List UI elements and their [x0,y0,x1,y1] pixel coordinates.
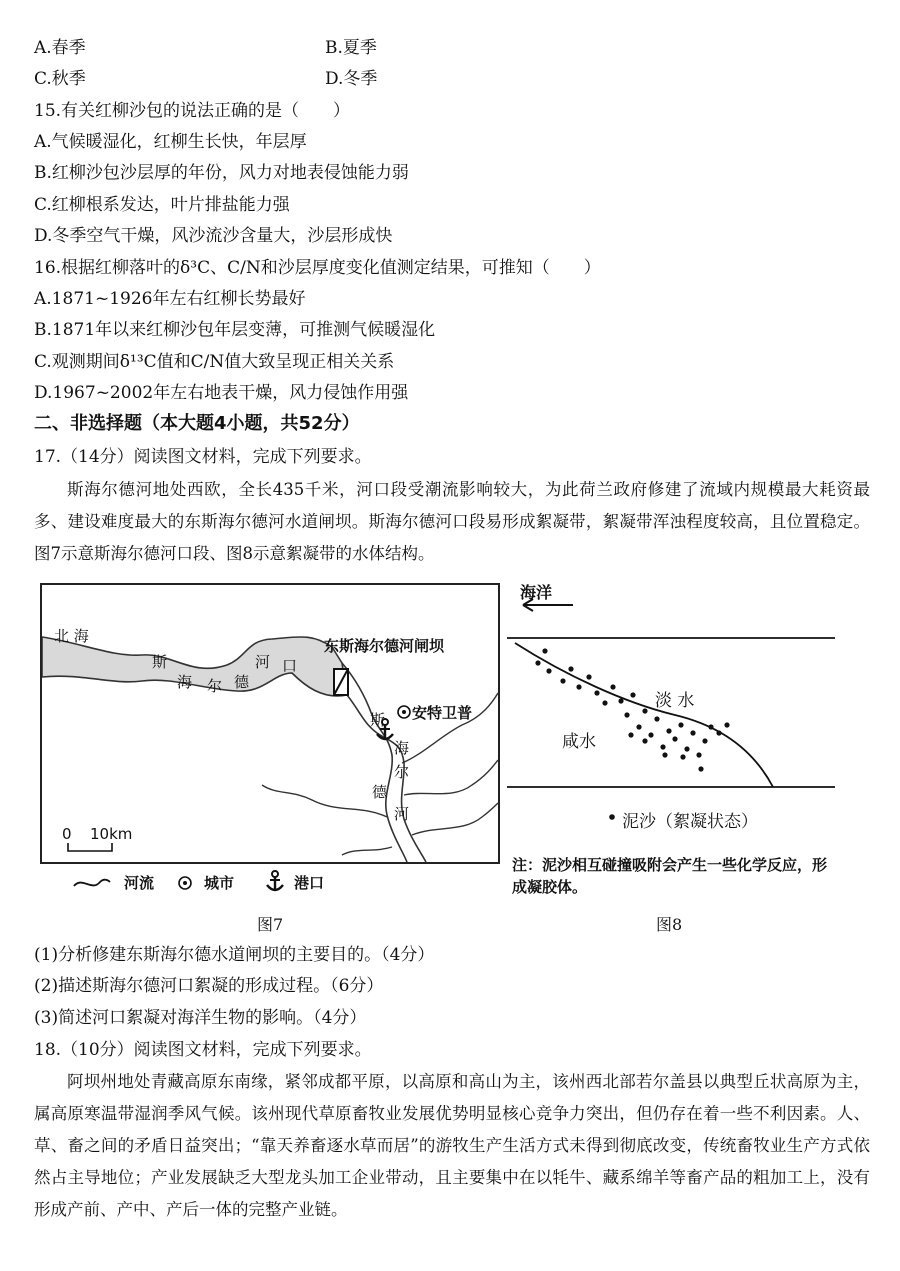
q15-option-c: C.红柳根系发达，叶片排盐能力强 [34,195,290,215]
river-char-4: 德 [234,673,250,691]
figure7-caption: 图7 [257,915,284,934]
city-label: 安特卫普 [412,704,473,722]
interface-curve [515,643,773,787]
q16-stem: 16.根据红柳落叶的δ³C、C/N和沙层厚度变化值测定结果，可推知（ ） [34,258,601,278]
figure8-caption: 图8 [656,915,683,934]
upper-river-char-1: 斯 [370,711,386,729]
figure7-map [40,583,500,864]
q16-option-c: C.观测期间δ¹³C值和C/N值大致呈现正相关关系 [34,352,395,372]
map-drawing [42,585,498,862]
river-char-5: 河 [255,653,271,671]
q18-stem: 18.（10分）阅读图文材料，完成下列要求。 [34,1040,372,1060]
tributary-5 [342,847,392,855]
q16-option-a: A.1871~1926年左右红柳长势最好 [34,289,306,309]
river-char-1: 斯 [152,653,168,671]
q17-material: 斯海尔德河地处西欧，全长435千米，河口段受潮流影响较大，为此荷兰政府修建了流域内规模最大耗资最多、建设难度最大的东斯海尔德河水道闸坝。斯海尔德河口段易形成絮凝带，絮凝带浑浊程度较高，且位置稳定。图7示意斯海尔德河口段、图8示意絮凝带的水体结构。 [34,480,870,563]
scale-zero: 0 [62,825,72,843]
q17-sub1: (1)分析修建东斯海尔德水道闸坝的主要目的。（4分） [34,945,435,965]
q16-option-b: B.1871年以来红柳沙包年层变薄，可推测气候暖湿化 [34,320,436,340]
scale-label: 10km [90,825,133,843]
river-char-6: 口 [282,657,298,675]
legend-city-icon [176,874,194,892]
figure8-note: 注：泥沙相互碰撞吸附会产生一些化学反应，形成凝胶体。 [512,856,828,896]
tributary-3 [412,803,498,835]
upper-river-char-5: 河 [394,805,410,823]
salt-water-label: 咸水 [562,732,596,752]
q16-option-d: D.1967~2002年左右地表干燥，风力侵蚀作用强 [34,383,409,403]
legend-river-icon [72,876,112,892]
sediment-label: 泥沙（絮凝状态） [622,812,758,832]
q14-option-b: B.夏季 [325,38,377,58]
q17-sub2: (2)描述斯海尔德河口絮凝的形成过程。（6分） [34,976,384,996]
upper-river-char-2: 海 [394,739,410,757]
q14-option-c: C.秋季 [34,69,86,89]
q14-option-d: D.冬季 [325,69,378,89]
north-sea-label: 北 海 [54,627,89,645]
tributary-4 [262,785,387,817]
sediment-dots [535,648,729,771]
legend-port-icon [264,870,286,894]
legend-river-label: 河流 [124,874,155,892]
q15-option-b: B.红柳沙包沙层厚的年份，风力对地表侵蚀能力弱 [34,163,409,183]
sediment-legend-dot-icon [609,814,615,820]
tributary-2 [404,760,498,795]
q15-option-d: D.冬季空气干燥，风沙流沙含量大，沙层形成快 [34,226,393,246]
q17-sub3: (3)简述河口絮凝对海洋生物的影响。（4分） [34,1008,367,1028]
legend-port-label: 港口 [294,874,325,892]
q15-stem: 15.有关红柳沙包的说法正确的是（ ） [34,101,351,121]
q15-option-a: A.气候暖湿化，红柳生长快，年层厚 [34,132,307,152]
q18-material: 阿坝州地处青藏高原东南缘，紧邻成都平原，以高原和高山为主，该州西北部若尔盖县以典型丘状高原为主，属高原寒温带湿润季风气候。该州现代草原畜牧业发展优势明显核心竞争力突出，但仍存在着一些不利因素。人、草、畜之间的矛盾日益突出；“靠天养畜逐水草而居”的游牧生产生活方式未得到彻底改变，传统畜牧业生产方式依然占主导地位；产业发展缺乏大型龙头加工企业带动，且主要集中在以牦牛、藏系绵羊等畜产品的粗加工上，没有形成产前、产中、产后一体的完整产业链。 [34,1072,870,1219]
river-char-2: 海 [177,673,193,691]
legend-city-label: 城市 [204,874,235,892]
fresh-water-label: 淡 水 [655,691,695,711]
section-heading: 二、非选择题（本大题4小题，共52分） [34,413,360,434]
q14-option-a: A.春季 [34,38,86,58]
q17-stem: 17.（14分）阅读图文材料，完成下列要求。 [34,447,372,467]
dam-label: 东斯海尔德河闸坝 [324,637,445,655]
river-char-3: 尔 [207,677,223,695]
scale-bar [68,843,112,851]
upper-river-char-3: 尔 [394,763,410,781]
upper-river-char-4: 德 [372,783,388,801]
ocean-label: 海洋 [520,583,553,602]
